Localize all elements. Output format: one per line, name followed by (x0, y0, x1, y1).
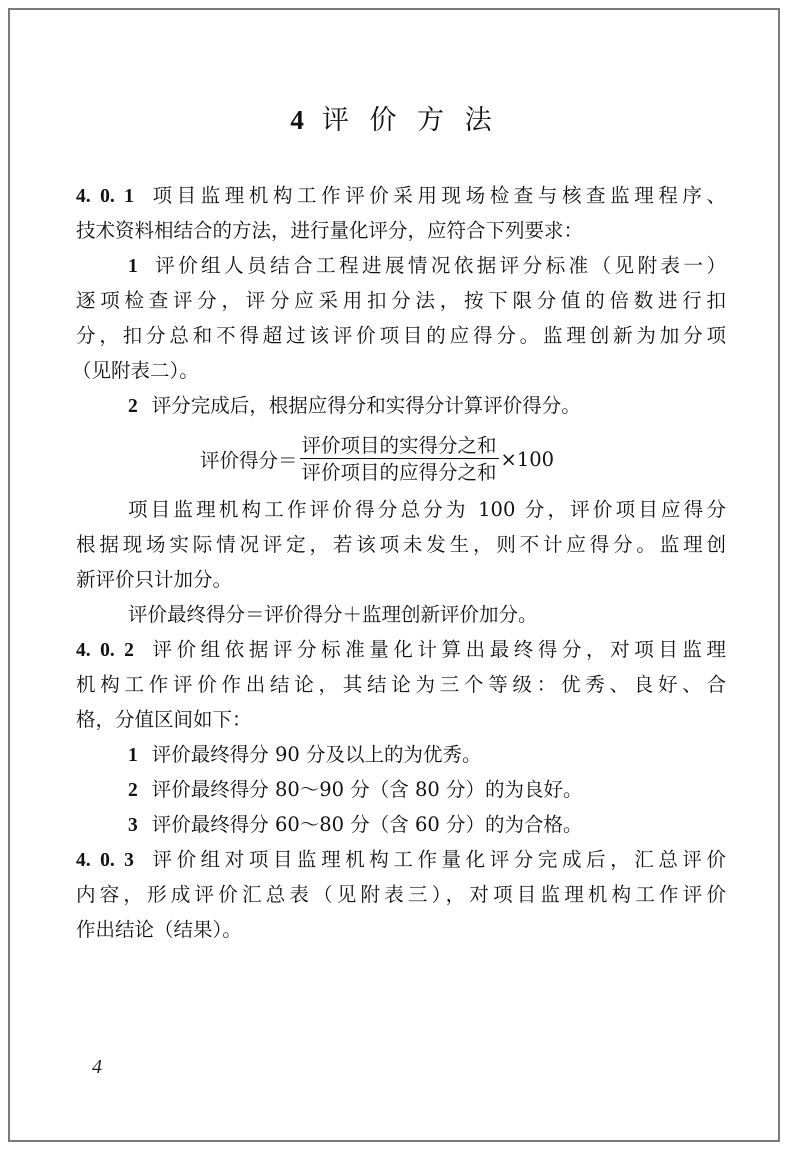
item-2-line: 2 评分完成后，根据应得分和实得分计算评价得分。 (128, 394, 581, 417)
formula-numerator: 评价项目的实得分之和 (300, 435, 499, 459)
clause-4-0-1-line-2: 技术资料相结合的方法，进行量化评分，应符合下列要求： (76, 219, 584, 242)
clause-4-0-1-line-1: 4. 0. 1 项目监理机构工作评价采用现场检查与核查监理程序、 (76, 184, 726, 207)
clause-number: 4. 0. 1 (76, 186, 134, 207)
grade-item: 2 评价最终得分 80～90 分（含 80 分）的为良好。 (128, 778, 583, 801)
chapter-title-text: 评 价 方 法 (321, 105, 498, 136)
document-page (8, 8, 780, 1142)
para-1-line-3: 新评价只计加分。 (76, 568, 233, 591)
grade-item: 1 评价最终得分 90 分及以上的为优秀。 (128, 743, 482, 766)
clause-4-0-2-line-3: 格，分值区间如下： (76, 708, 252, 731)
formula-lhs: 评价得分＝ (200, 449, 298, 472)
para-2-line: 评价最终得分＝评价得分＋监理创新评价加分。 (128, 603, 538, 626)
formula-fraction (300, 435, 499, 484)
score-formula (200, 432, 554, 486)
item-1-line-4: （见附表二）。 (72, 359, 199, 382)
clause-4-0-2-line-2: 机构工作评价作出结论，其结论为三个等级：优秀、良好、合 (76, 673, 726, 696)
formula-denominator: 评价项目的应得分之和 (301, 461, 497, 484)
clause-number: 4. 0. 3 (76, 850, 134, 871)
chapter-title (10, 98, 778, 137)
grade-item: 3 评价最终得分 60～80 分（含 60 分）的为合格。 (128, 813, 583, 836)
item-number: 2 (128, 396, 138, 417)
item-number: 2 (128, 780, 138, 801)
clause-4-0-3-line-2: 内容，形成评价汇总表（见附表三），对项目监理机构工作评价 (76, 883, 726, 906)
item-number: 3 (128, 815, 138, 836)
formula-rhs: ×100 (500, 447, 555, 471)
item-1-line-1: 1 评价组人员结合工程进展情况依据评分标准（见附表一） (128, 254, 726, 277)
clause-number: 4. 0. 2 (76, 640, 134, 661)
item-number: 1 (128, 256, 138, 277)
page-number: 4 (92, 1056, 102, 1078)
clause-4-0-3-line-1: 4. 0. 3 评价组对项目监理机构工作量化评分完成后，汇总评价 (76, 848, 726, 871)
item-1-line-3: 分，扣分总和不得超过该评价项目的应得分。监理创新为加分项 (76, 324, 726, 347)
para-1-line-2: 根据现场实际情况评定，若该项未发生，则不计应得分。监理创 (76, 533, 726, 556)
clause-4-0-3-line-3: 作出结论（结果）。 (76, 918, 242, 941)
chapter-number: 4 (290, 105, 310, 135)
item-number: 1 (128, 745, 138, 766)
item-1-line-2: 逐项检查评分，评分应采用扣分法，按下限分值的倍数进行扣 (76, 289, 726, 312)
para-1-line-1: 项目监理机构工作评价得分总分为 100 分，评价项目应得分 (128, 498, 726, 521)
clause-4-0-2-line-1: 4. 0. 2 评价组依据评分标准量化计算出最终得分，对项目监理 (76, 638, 726, 661)
